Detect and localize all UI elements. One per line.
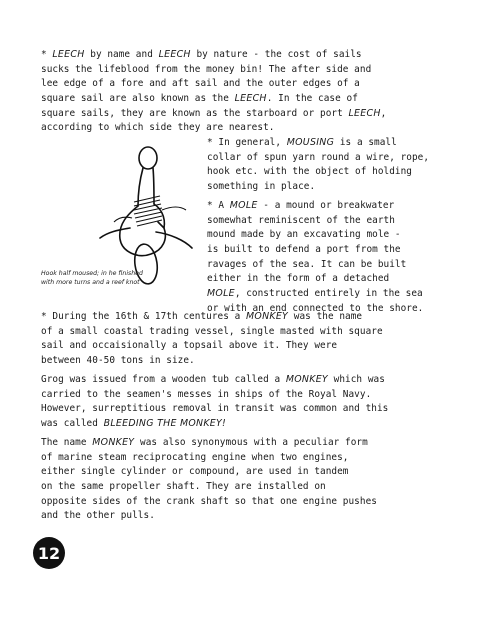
text-line: However, surreptitious removal in transit was common and this (41, 403, 389, 415)
text-line: * LEECH by name and LEECH by nature - the cost of sails (41, 49, 362, 60)
hook-bend (120, 206, 166, 256)
text-line: carried to the seamen's messes in ships of the Royal Navy. (41, 388, 372, 400)
text-line: mound made by an excavating mole - (207, 229, 401, 241)
text-line: MOLE, constructed entirely in the sea (207, 288, 423, 300)
text-line: of a small coastal trading vessel, single masted with square (41, 325, 383, 337)
text-line: is built to defend a port from the (207, 244, 401, 256)
figure-caption-line: with more turns and a reef knot (41, 278, 140, 286)
text-line: of marine steam reciprocating engine when two engines, (41, 451, 349, 463)
text-line: Grog was issued from a wooden tub called a MONKEY which was (41, 374, 385, 385)
paragraph-mousing (207, 136, 429, 195)
paragraph-mole (207, 199, 423, 317)
emphasis-term: MONKEY (246, 311, 289, 322)
text-line: square sail are also known as the LEECH. In the case of (41, 93, 358, 105)
text-line: sucks the lifeblood from the money bin! The after side and (41, 63, 372, 75)
text-line: was called BLEEDING THE MONKEY! (41, 418, 227, 430)
emphasis-term: LEECH (158, 49, 191, 60)
text-line: * During the 16th & 17th centures a MONKEY was the name (41, 311, 363, 322)
emphasis-term: LEECH (52, 49, 85, 60)
text-line: square sails, they are known as the starboard or port LEECH, (41, 107, 387, 119)
text-line: The name MONKEY was also synonymous with a peculiar form (41, 437, 368, 448)
text-line: according to which side they are nearest. (41, 122, 275, 134)
chain-left (100, 228, 130, 238)
text-line: and the other pulls. (41, 510, 155, 522)
chain-right (156, 232, 192, 248)
hook-point (154, 204, 164, 228)
text-line: * In general, MOUSING is a small (207, 137, 397, 148)
paragraph-grog (41, 373, 388, 432)
text-line: between 40-50 tons in size. (41, 355, 195, 367)
text-line: somewhat reminiscent of the earth (207, 214, 395, 226)
text-line: on the same propeller shaft. They are installed on (41, 481, 326, 493)
text-line: sail and occaisionally a topsail above it. They were (41, 340, 338, 352)
text-line: ravages of the sea. It can be built (207, 258, 407, 270)
text-line: either single cylinder or compound, are used in tandem (41, 466, 349, 478)
hook-eye (139, 147, 157, 169)
emphasis-term: MOUSING (286, 137, 335, 148)
text-line: * A MOLE - a mound or breakwater (207, 200, 395, 211)
paragraph-monkey-engine (41, 436, 377, 524)
paragraph-leech (41, 48, 386, 136)
emphasis-term: MOLE (229, 200, 258, 211)
text-line: either in the form of a detached (207, 273, 390, 285)
text-line: something in place. (207, 181, 316, 193)
text-line: or with an end connected to the shore. (207, 302, 424, 314)
page-number: 12 (37, 543, 61, 563)
figure-caption-line: Hook half moused; in he finished (41, 270, 143, 277)
paragraph-monkey-vessel (41, 310, 383, 369)
emphasis-term: MOLE (207, 288, 235, 300)
emphasis-term: MONKEY (92, 437, 135, 448)
moused-hook-illustration (88, 144, 208, 289)
emphasis-term: MONKEY (285, 374, 328, 385)
emphasis-term: LEECH (234, 93, 267, 105)
emphasis-term: BLEEDING THE MONKEY! (103, 418, 227, 430)
text-line: lee edge of a fore and aft sail and the outer edges of a (41, 78, 360, 90)
text-line: hook etc. with the object of holding (207, 166, 412, 178)
mousing-turns (114, 196, 186, 226)
text-line: collar of spun yarn round a wire, rope, (207, 151, 430, 163)
figure-caption (41, 270, 143, 287)
page-number-badge (33, 537, 65, 569)
text-line: opposite sides of the crank shaft so that one engine pushes (41, 495, 377, 507)
emphasis-term: LEECH (348, 107, 381, 119)
